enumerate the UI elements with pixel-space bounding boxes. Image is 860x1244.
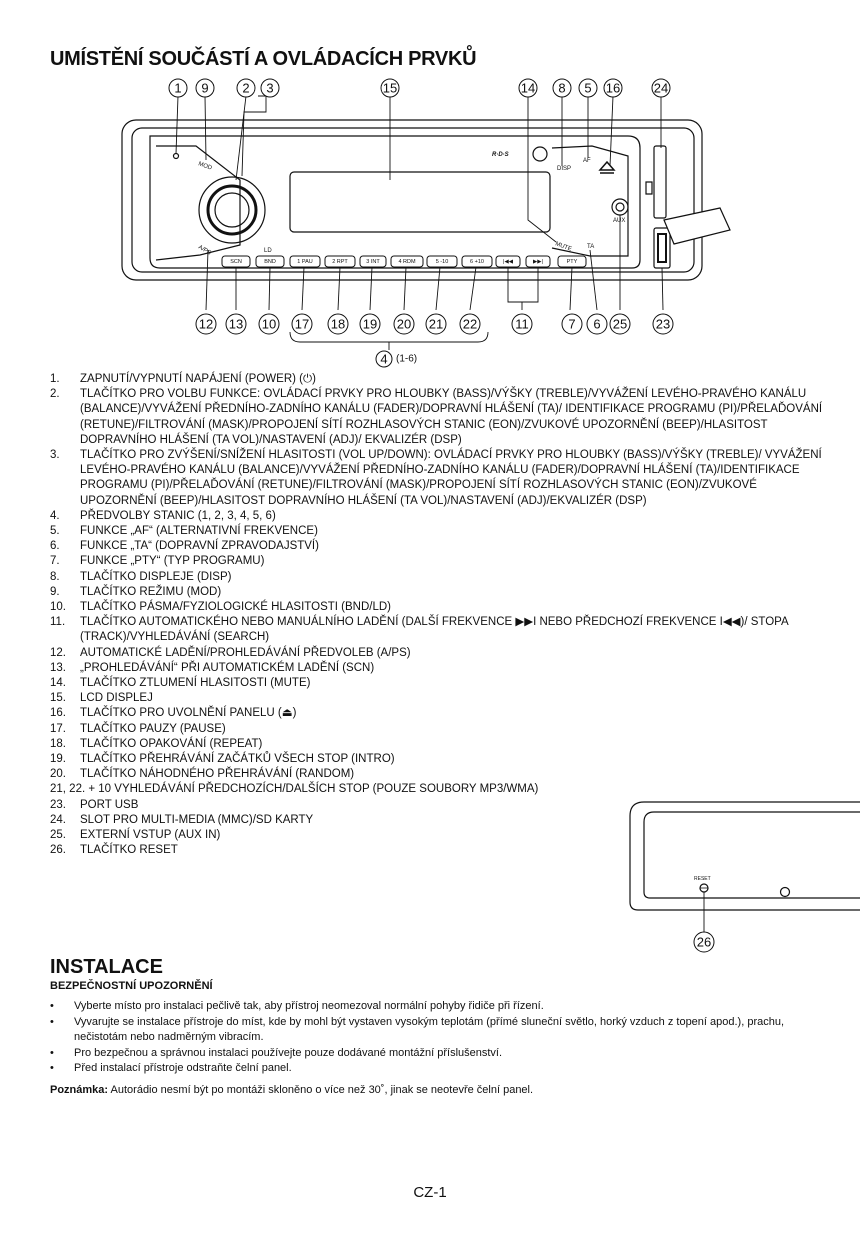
reset-inset-diagram [620, 798, 860, 968]
list-item: 4. PŘEDVOLBY STANIC (1, 2, 3, 4, 5, 6) [50, 509, 276, 522]
leader-11 [508, 267, 538, 310]
callout-6: 6 [593, 316, 601, 332]
callout-25: 25 [612, 316, 628, 332]
sd-card-icon [646, 182, 652, 194]
note-text: Autorádio nesmí být po montáži skloněno o více než 30˚, jinak se neotevře čelní panel. [110, 1084, 534, 1096]
callout-18: 18 [330, 316, 346, 332]
bullet-item: • Vyberte místo pro instalaci pečlivě tak, aby přístroj neomezoval normální pohyby řidiče při řízení. [50, 1000, 544, 1012]
eject-icon [600, 162, 614, 173]
btn-label-prev: |◀◀ [503, 259, 513, 265]
callout-10: 10 [261, 316, 277, 332]
btn-label-5: 5 -10 [435, 259, 449, 265]
safety-bullets [50, 999, 820, 1077]
label-ld: LD [264, 248, 272, 254]
btn-label-bnd: BND [264, 259, 276, 265]
callout-23: 23 [655, 316, 671, 332]
leader-23 [662, 268, 663, 310]
power-indicator [174, 154, 179, 159]
callout-1: 1 [174, 80, 182, 96]
list-item: 6. FUNKCE „TA“ (DOPRAVNÍ ZPRAVODAJSTVÍ) [50, 540, 319, 553]
list-item: 14. TLAČÍTKO ZTLUMENÍ HLASITOSTI (MUTE) [50, 677, 311, 690]
list-item: 19. TLAČÍTKO PŘEHRÁVÁNÍ ZAČÁTKŮ VŠECH STOP (INTRO) [50, 753, 395, 766]
leader-17 [302, 267, 304, 310]
aux-jack-inner [616, 203, 624, 211]
callout-21: 21 [428, 316, 444, 332]
label-disp: DISP [557, 166, 572, 172]
callout-8: 8 [558, 80, 566, 96]
component-list [50, 372, 830, 859]
list-item: 8. TLAČÍTKO DISPLEJE (DISP) [50, 570, 232, 583]
label-mod: MOD [197, 161, 213, 172]
list-item: 20. TLAČÍTKO NÁHODNÉHO PŘEHRÁVÁNÍ (RANDOM) [50, 768, 355, 781]
callout-14: 14 [520, 80, 536, 96]
label-ta: TA [587, 244, 595, 250]
list-item: 24. SLOT PRO MULTI-MEDIA (MMC)/SD KARTY [50, 813, 314, 826]
callout-7: 7 [568, 316, 576, 332]
btn-label-1: 1 PAU [297, 259, 313, 265]
list-item: 18. TLAČÍTKO OPAKOVÁNÍ (REPEAT) [50, 737, 263, 750]
list-item: 2. TLAČÍTKO PRO VOLBU FUNKCE: OVLÁDACÍ PRVKY PRO HLOUBKY (BASS)/VÝŠKY (TREBLE)/VYVÁŽENÍ LEVÉHO-PRAVÉHO KANÁLU (BALANCE)/VYVÁŽENÍ PŘEDNÍHO-ZADNÍHO KANÁLU (FADER)/DOPRAVNÍ HLÁŠENÍ (TA)/ IDENTIFIKACE PROGRAMU (PI)/PŘELAĎOVÁNÍ (RETUNE)/FILTROVÁNÍ (MASK)/PROPOJENÍ SÍTÍ ROZHLASOVÝCH STANIC (EON)/ZVUKOVÉ UPOZORNĚNÍ (BEEP)/HLASITOST DOPRAVNÍHO HLÁŠENÍ (TA VOL)/NASTAVENÍ (ADJ)/ EKVALIZÉR (DSP) [50, 388, 823, 446]
callout-16: 16 [605, 80, 621, 96]
callout-5: 5 [584, 80, 592, 96]
install-heading: INSTALACE [50, 956, 163, 978]
btn-label-next: ▶▶| [533, 259, 543, 265]
list-item: 9. TLAČÍTKO REŽIMU (MOD) [50, 585, 222, 598]
callout-24: 24 [653, 80, 669, 96]
inset-indicator [781, 888, 790, 897]
list-item: 1. ZAPNUTÍ/VYPNUTÍ NAPÁJENÍ (POWER) (⏻) [50, 373, 316, 385]
leader-18 [338, 267, 340, 310]
callout-15: 15 [382, 80, 398, 96]
leader-19 [370, 267, 372, 310]
radio-front-panel-diagram [0, 70, 860, 370]
page-title: UMÍSTĚNÍ SOUČÁSTÍ A OVLÁDACÍCH PRVKŮ [50, 48, 477, 70]
list-item: 26. TLAČÍTKO RESET [50, 844, 178, 857]
callout-20: 20 [396, 316, 412, 332]
callout-11: 11 [515, 316, 529, 332]
btn-label-scn: SCN [230, 259, 242, 265]
btn-label-3: 3 INT [366, 259, 380, 265]
list-item: 15. LCD DISPLEJ [50, 692, 153, 705]
leader-10 [269, 267, 270, 310]
usb-port-inner [658, 234, 666, 262]
callout-13: 13 [228, 316, 244, 332]
btn-label-2: 2 RPT [332, 259, 348, 265]
safety-subheading: BEZPEČNOSTNÍ UPOZORNĚNÍ [50, 980, 213, 992]
inset-inner-outline [644, 812, 860, 898]
list-item: 25. EXTERNÍ VSTUP (AUX IN) [50, 829, 221, 842]
bullet-item: • Vyvarujte se instalace přístroje do míst, kde by mohl být vystaven vysokým teplotám (přímé sluneční světlo, horký vzduch z topení apod.), prachu, nečistotám nebo nadměrným vibracím. [50, 1015, 785, 1043]
reset-label: RESET [694, 876, 711, 882]
btn-label-pty: PTY [566, 259, 578, 265]
callout-4: 4 [380, 351, 388, 367]
label-mute: MUTE [554, 241, 573, 253]
list-item: 11. TLAČÍTKO AUTOMATICKÉHO NEBO MANUÁLNÍHO LADĚNÍ (DALŠÍ FREKVENCE ▶▶I NEBO PŘEDCHOZÍ FREKVENCE I◀◀)/ STOPA (TRACK)/VYHLEDÁVÁNÍ (SEARCH) [50, 616, 789, 644]
lcd-display [290, 172, 550, 232]
disp-round-button [533, 147, 547, 161]
label-aux: AUX [613, 218, 626, 224]
callout-9: 9 [201, 80, 209, 96]
list-item: 16. TLAČÍTKO PRO UVOLNĚNÍ PANELU (⏏) [50, 707, 297, 720]
volume-knob-core [215, 193, 249, 227]
group-bracket [290, 332, 488, 342]
list-item: 3. TLAČÍTKO PRO ZVÝŠENÍ/SNÍŽENÍ HLASITOSTI (VOL UP/DOWN): OVLÁDACÍ PRVKY PRO HLOUBKY (BASS)/VÝŠKY (TREBLE)/ VYVÁŽENÍ LEVÉHO-PRAVÉHO KANÁLU (BALANCE)/VYVÁŽENÍ PŘEDNÍHO-ZADNÍHO KANÁLU (FADER)/DOPRAVNÍ HLÁŠENÍ (TA)/IDENTIFIKACE PROGRAMU (PI)/PŘELAĎOVÁNÍ (RETUNE)/FILTROVÁNÍ (MASK)/PROPOJENÍ SÍTÍ ROZHLASOVÝCH STANIC (EON)/ZVUKOVÉ UPOZORNĚNÍ (BEEP)/HLASITOST DOPRAVNÍHO HLÁŠENÍ (TA VOL)/NASTAVENÍ (ADJ)/EKVALIZÉR (DSP) [50, 449, 822, 507]
aux-jack [612, 199, 628, 215]
page-number: CZ-1 [413, 1184, 447, 1201]
list-item: 17. TLAČÍTKO PAUZY (PAUSE) [50, 722, 226, 735]
sd-card-slot [654, 146, 666, 218]
callout-4-range: (1-6) [396, 353, 418, 365]
list-item: 21, 22. + 10 VYHLEDÁVÁNÍ PŘEDCHOZÍCH/DALŠÍCH STOP (POUZE SOUBORY MP3/WMA) [50, 783, 539, 796]
leader-9 [205, 96, 206, 160]
leader-16 [610, 96, 613, 166]
leader-22 [470, 267, 476, 310]
callout-2: 2 [242, 80, 250, 96]
note-label: Poznámka: [50, 1084, 109, 1096]
leader-20 [404, 267, 406, 310]
list-item: 13. „PROHLEDÁVÁNÍ“ PŘI AUTOMATICKÉM LADĚNÍ (SCN) [50, 661, 375, 674]
usb-plug [664, 208, 730, 244]
list-item: 12. AUTOMATICKÉ LADĚNÍ/PROHLEDÁVÁNÍ PŘEDVOLEB (A/PS) [50, 646, 411, 659]
inset-outer-outline [630, 802, 860, 910]
note [50, 1084, 830, 1096]
btn-label-4: 4 RDM [398, 259, 416, 265]
bullet-item: • Před instalací přístroje odstraňte čelní panel. [50, 1062, 292, 1074]
list-item: 23. PORT USB [50, 798, 139, 811]
bullet-item: • Pro bezpečnou a správnou instalaci používejte pouze dodávané montážní příslušenství. [50, 1046, 503, 1059]
callout-26: 26 [696, 934, 712, 950]
list-item: 5. FUNKCE „AF“ (ALTERNATIVNÍ FREKVENCE) [50, 525, 318, 538]
label-af: AF [583, 158, 591, 164]
label-aps: A/PS [197, 244, 212, 257]
leader-21 [436, 267, 440, 310]
leader-14 [528, 96, 556, 242]
callout-17: 17 [294, 316, 310, 332]
rds-logo: R·D·S [492, 152, 509, 158]
callout-19: 19 [362, 316, 378, 332]
list-item: 7. FUNKCE „PTY“ (TYP PROGRAMU) [50, 555, 265, 568]
callout-22: 22 [462, 316, 478, 332]
leader-2 [236, 96, 246, 180]
callout-3: 3 [266, 80, 274, 96]
list-item: 10. TLAČÍTKO PÁSMA/FYZIOLOGICKÉ HLASITOSTI (BND/LD) [50, 601, 391, 614]
callout-12: 12 [198, 316, 214, 332]
leader-7 [570, 267, 572, 310]
btn-label-6: 6 +10 [470, 259, 484, 265]
leader-1 [176, 96, 178, 154]
